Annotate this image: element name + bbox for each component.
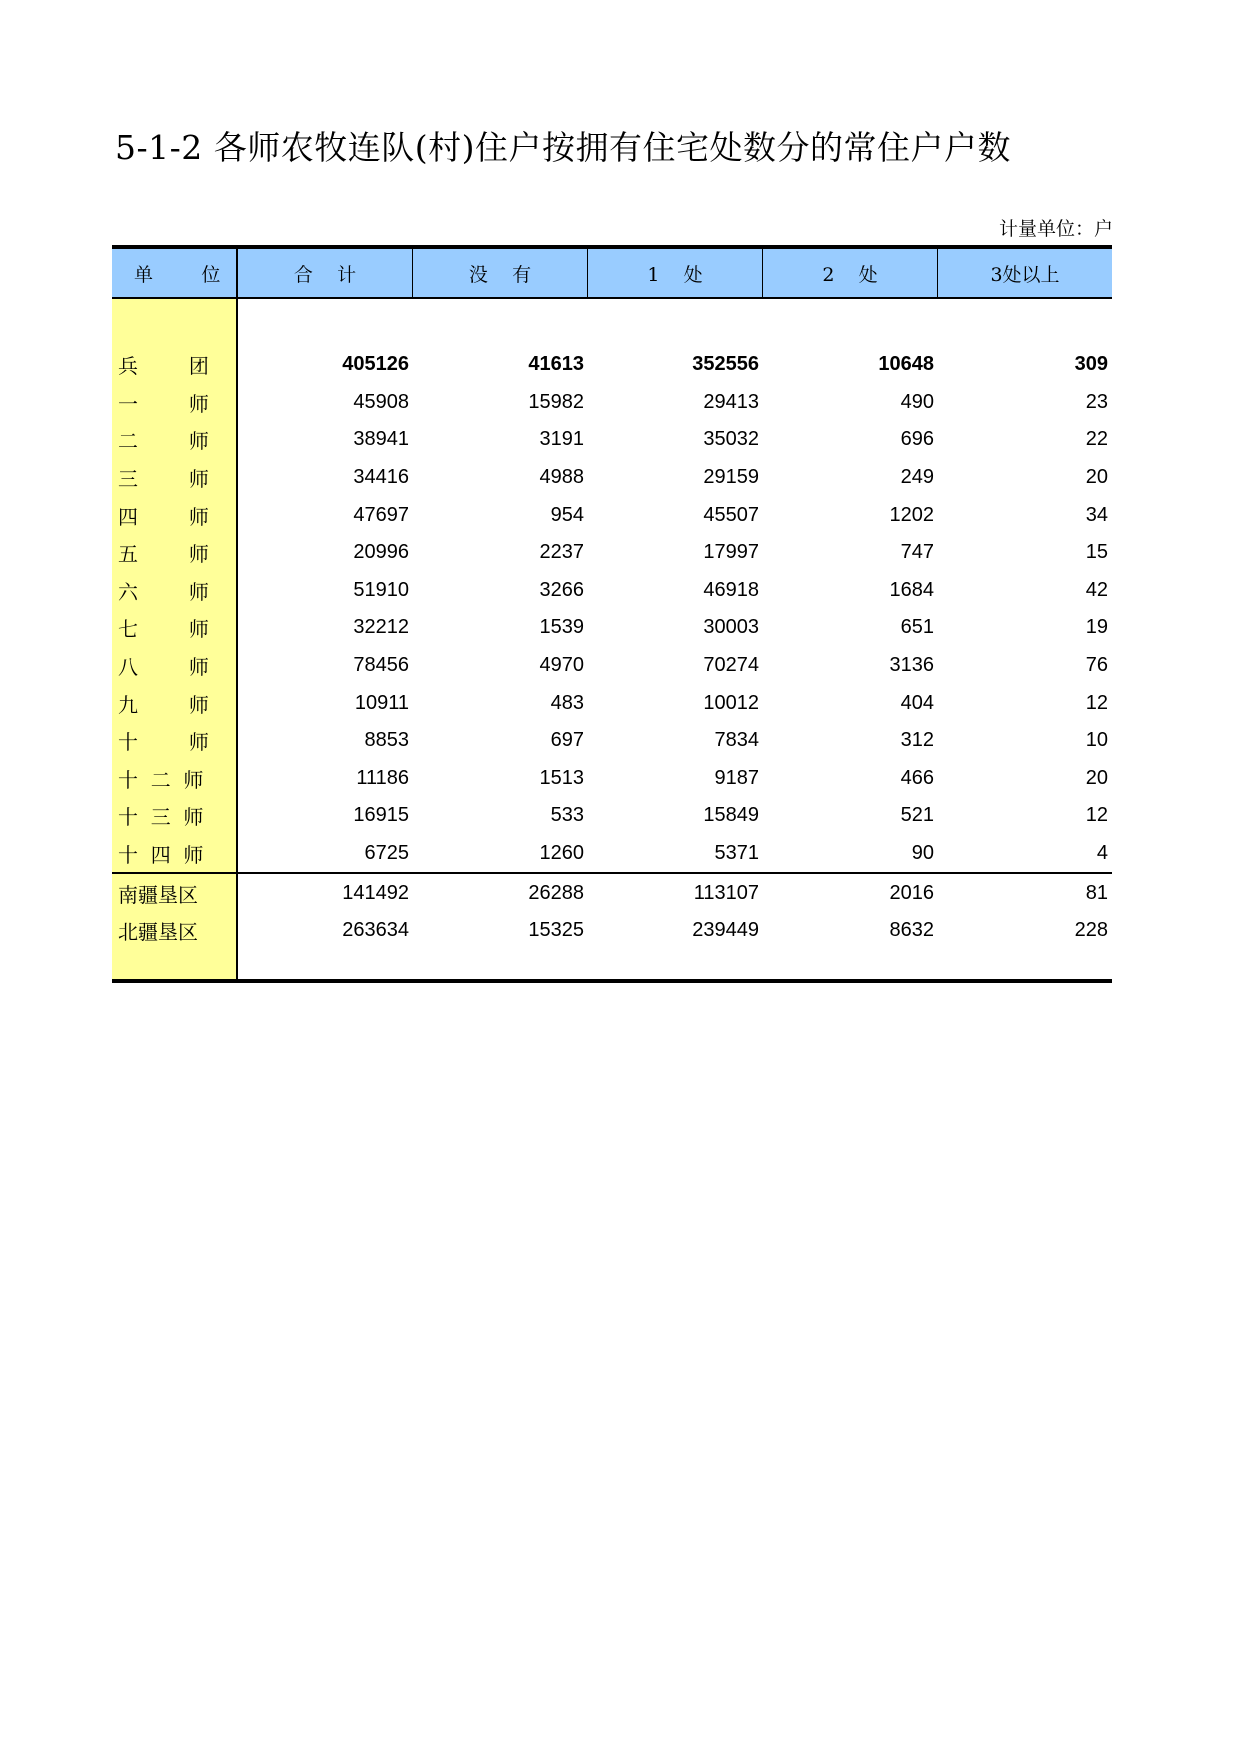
row-unit-name: 三 师 — [118, 467, 209, 492]
row-unit-name: 十 二 师 — [118, 767, 204, 792]
cell-two: 521 — [900, 804, 934, 827]
row-unit-name: 二 师 — [118, 429, 209, 454]
row-unit-name: 兵 团 — [118, 354, 209, 379]
cell-none: 3266 — [539, 578, 584, 601]
row-unit-name: 九 师 — [118, 692, 209, 717]
cell-three-plus: 20 — [1085, 766, 1108, 789]
cell-one: 46918 — [703, 578, 759, 601]
table-row — [112, 912, 1112, 950]
cell-two: 249 — [900, 466, 934, 489]
cell-two: 747 — [900, 541, 934, 564]
cell-one: 7834 — [714, 729, 759, 752]
cell-two: 651 — [900, 616, 934, 639]
cell-none: 4970 — [539, 654, 584, 677]
cell-three-plus: 4 — [1096, 842, 1108, 865]
header-unit: 单 位 — [112, 249, 238, 297]
cell-total: 141492 — [342, 881, 409, 904]
cell-total: 47697 — [353, 503, 409, 526]
cell-two: 1684 — [889, 578, 934, 601]
cell-two: 2016 — [889, 881, 934, 904]
cell-three-plus: 34 — [1085, 503, 1108, 526]
cell-total: 51910 — [353, 578, 409, 601]
cell-none: 1513 — [539, 766, 584, 789]
header-total: 合 计 — [238, 249, 413, 297]
row-unit-name: 十 三 师 — [118, 805, 204, 830]
cell-one: 352556 — [692, 353, 759, 376]
table-row — [112, 421, 1112, 459]
header-one: 1 处 — [588, 249, 763, 297]
table-row — [112, 534, 1112, 572]
cell-one: 35032 — [703, 428, 759, 451]
table-row — [112, 459, 1112, 497]
cell-none: 15982 — [528, 390, 584, 413]
cell-total: 32212 — [353, 616, 409, 639]
cell-none: 15325 — [528, 919, 584, 942]
table-row — [112, 797, 1112, 835]
cell-three-plus: 20 — [1085, 466, 1108, 489]
table-row — [112, 872, 1112, 912]
cell-three-plus: 12 — [1085, 804, 1108, 827]
row-unit-name: 六 师 — [118, 579, 209, 604]
table-header-row — [112, 249, 1112, 299]
row-unit-name: 八 师 — [118, 655, 209, 680]
row-unit-name: 北疆垦区 — [118, 920, 198, 945]
table-bottom-rule — [112, 979, 1112, 983]
cell-total: 10911 — [354, 691, 409, 714]
row-unit-name: 南疆垦区 — [118, 882, 198, 907]
row-unit-name: 五 师 — [118, 542, 209, 567]
cell-total: 38941 — [353, 428, 409, 451]
cell-total: 45908 — [353, 390, 409, 413]
cell-none: 1539 — [539, 616, 584, 639]
header-three-plus: 3处以上 — [938, 249, 1112, 297]
cell-total: 405126 — [342, 353, 409, 376]
cell-none: 2237 — [539, 541, 584, 564]
data-table — [112, 245, 1112, 983]
cell-one: 9187 — [714, 766, 759, 789]
cell-three-plus: 15 — [1085, 541, 1108, 564]
cell-three-plus: 42 — [1085, 578, 1108, 601]
row-unit-name: 七 师 — [118, 617, 209, 642]
cell-one: 239449 — [692, 919, 759, 942]
table-row — [112, 346, 1112, 384]
cell-two: 90 — [911, 842, 934, 865]
cell-none: 26288 — [528, 881, 584, 904]
cell-two: 466 — [900, 766, 934, 789]
cell-none: 533 — [550, 804, 584, 827]
cell-total: 20996 — [353, 541, 409, 564]
cell-one: 17997 — [703, 541, 759, 564]
cell-two: 1202 — [889, 503, 934, 526]
cell-total: 11186 — [356, 766, 409, 789]
cell-three-plus: 22 — [1085, 428, 1108, 451]
table-rows — [112, 346, 1112, 950]
cell-none: 3191 — [539, 428, 584, 451]
row-unit-name: 十 师 — [118, 730, 209, 755]
row-unit-name: 四 师 — [118, 504, 209, 529]
table-row — [112, 760, 1112, 798]
cell-total: 8853 — [364, 729, 409, 752]
cell-three-plus: 228 — [1074, 919, 1108, 942]
cell-none: 4988 — [539, 466, 584, 489]
table-row — [112, 609, 1112, 647]
cell-total: 34416 — [353, 466, 409, 489]
cell-none: 697 — [550, 729, 584, 752]
cell-three-plus: 10 — [1085, 729, 1108, 752]
cell-three-plus: 19 — [1085, 616, 1108, 639]
cell-two: 3136 — [889, 654, 934, 677]
cell-one: 113107 — [693, 881, 759, 904]
cell-two: 490 — [900, 390, 934, 413]
header-none: 没 有 — [413, 249, 588, 297]
cell-three-plus: 12 — [1085, 691, 1108, 714]
cell-one: 30003 — [703, 616, 759, 639]
table-body — [112, 299, 1112, 979]
cell-two: 404 — [900, 691, 934, 714]
table-row — [112, 722, 1112, 760]
cell-two: 696 — [900, 428, 934, 451]
header-two: 2 处 — [763, 249, 938, 297]
cell-two: 312 — [900, 729, 934, 752]
cell-two: 8632 — [889, 919, 934, 942]
cell-none: 954 — [550, 503, 584, 526]
cell-one: 5371 — [714, 842, 759, 865]
cell-one: 15849 — [703, 804, 759, 827]
table-row — [112, 684, 1112, 722]
cell-total: 16915 — [353, 804, 409, 827]
cell-three-plus: 309 — [1074, 353, 1108, 376]
cell-two: 10648 — [878, 353, 934, 376]
cell-one: 70274 — [703, 654, 759, 677]
table-row — [112, 384, 1112, 422]
cell-total: 263634 — [342, 919, 409, 942]
table-row — [112, 496, 1112, 534]
cell-total: 78456 — [353, 654, 409, 677]
row-unit-name: 一 师 — [118, 391, 209, 416]
cell-none: 41613 — [528, 353, 584, 376]
row-unit-name: 十 四 师 — [118, 843, 204, 868]
cell-one: 29159 — [703, 466, 759, 489]
table-row — [112, 835, 1112, 873]
table-row — [112, 572, 1112, 610]
cell-none: 483 — [550, 691, 584, 714]
cell-one: 45507 — [703, 503, 759, 526]
cell-one: 10012 — [703, 691, 759, 714]
unit-note: 计量单位：户 — [998, 218, 1113, 240]
cell-three-plus: 23 — [1085, 390, 1108, 413]
cell-three-plus: 81 — [1085, 881, 1108, 904]
cell-three-plus: 76 — [1085, 654, 1108, 677]
cell-one: 29413 — [703, 390, 759, 413]
cell-none: 1260 — [539, 842, 584, 865]
table-row — [112, 647, 1112, 685]
page-title: 5-1-2 各师农牧连队(村)住户按拥有住宅处数分的常住户户数 — [115, 128, 1012, 167]
cell-total: 6725 — [364, 842, 409, 865]
